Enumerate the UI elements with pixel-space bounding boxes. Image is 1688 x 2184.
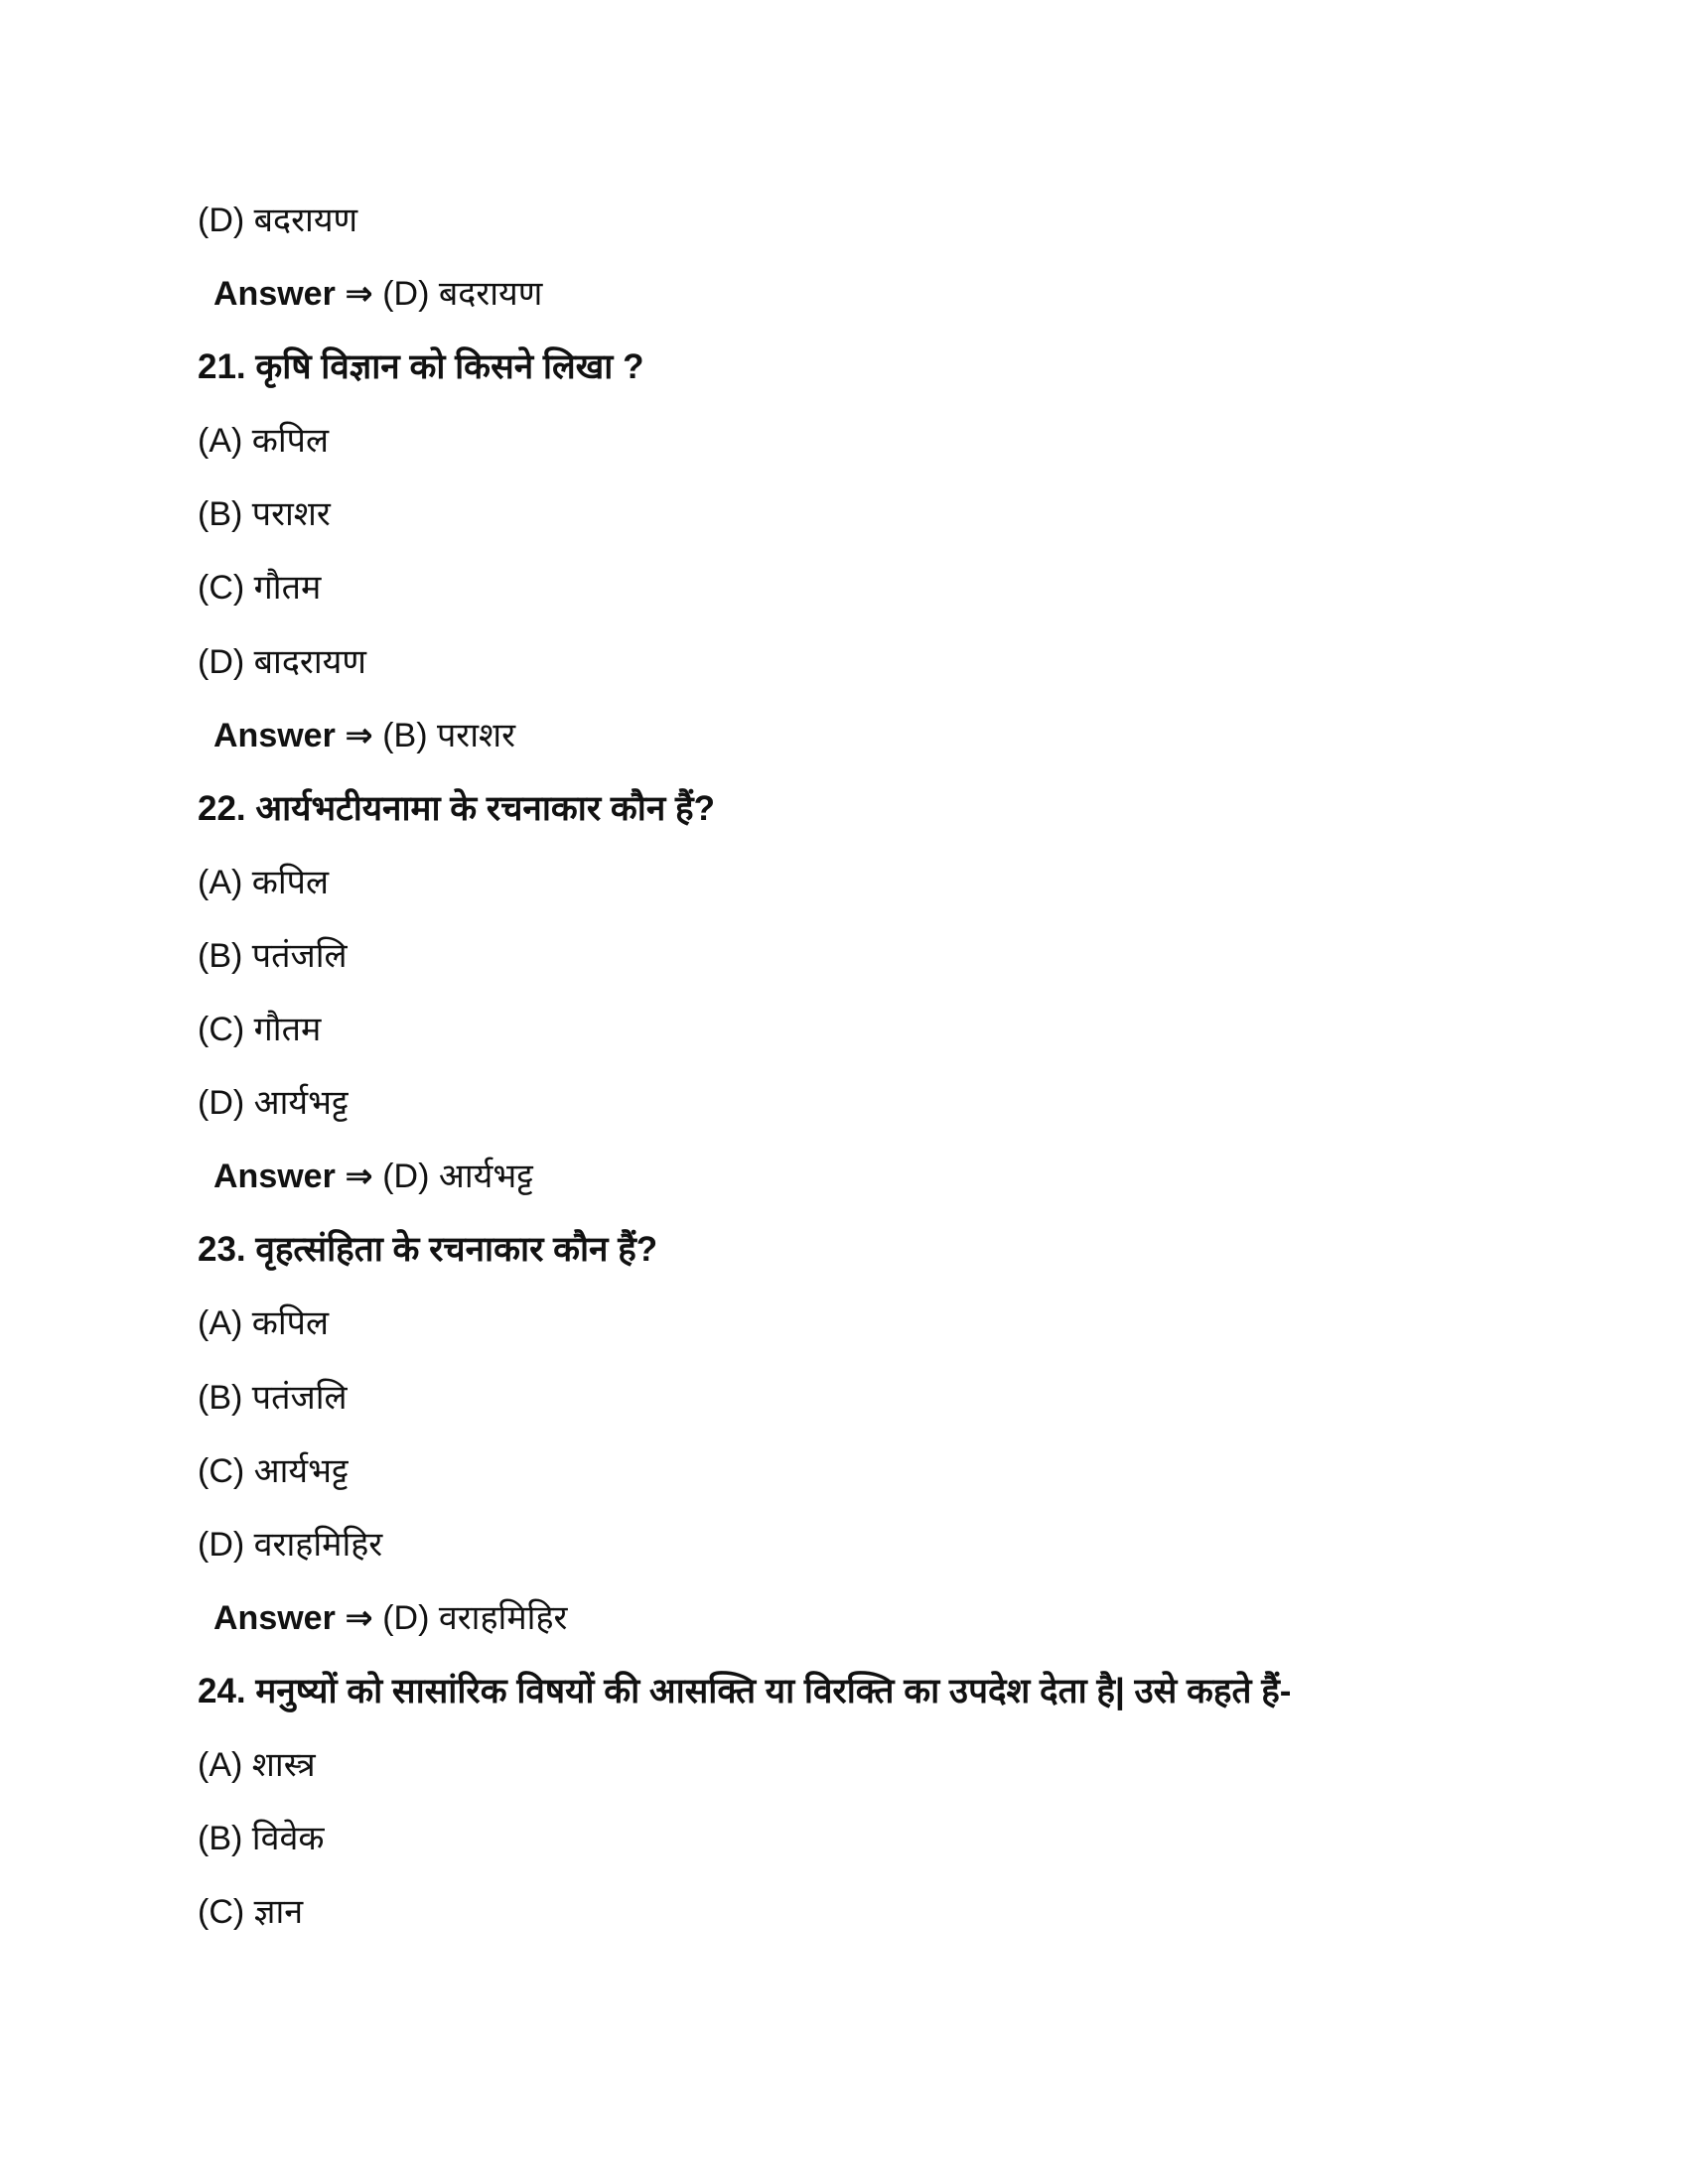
- question-title: 22. आर्यभटीयनामा के रचनाकार कौन हैं?: [198, 788, 715, 828]
- option-c: (C) ज्ञान: [198, 1893, 304, 1932]
- option-a: (A) कपिल: [198, 422, 330, 461]
- question-title: 21. कृषि विज्ञान को किसने लिखा ?: [198, 347, 644, 387]
- question-title: 23. वृहत्संहिता के रचनाकार कौन हैं?: [198, 1230, 658, 1270]
- option-c: (C) आर्यभट्ट: [198, 1451, 349, 1490]
- answer-value: (B) पराशर: [382, 716, 516, 754]
- quiz-page: [198, 189, 1588, 1954]
- option-a: (A) कपिल: [198, 1304, 330, 1343]
- answer-line: [198, 262, 1588, 336]
- option-c: (C) गौतम: [198, 1011, 322, 1049]
- option-b: (B) पराशर: [198, 495, 331, 534]
- option-d: (D) आर्यभट्ट: [198, 1084, 349, 1123]
- option-d: (D) वराहमिहिर: [198, 1525, 383, 1564]
- answer-value: (D) वराहमिहिर: [382, 1598, 568, 1637]
- answer-line: [198, 704, 1588, 777]
- answer-value: (D) बदरायण: [382, 275, 543, 314]
- answer-value: (D) आर्यभट्ट: [382, 1158, 533, 1196]
- answer-line: [198, 1145, 1588, 1218]
- answer-line: [198, 1586, 1588, 1660]
- answer-label: Answer ⇒: [213, 1598, 373, 1637]
- option-a: (A) शास्त्र: [198, 1745, 316, 1784]
- answer-label: Answer ⇒: [213, 1158, 373, 1196]
- option-b: (B) पतंजलि: [198, 1378, 348, 1417]
- question-title: 24. मनुष्यों को सासांरिक विषयों की आसक्ति या विरक्ति का उपदेश देता है| उसे कहते हैं-: [198, 1671, 1292, 1710]
- answer-label: Answer ⇒: [213, 716, 373, 754]
- answer-label: Answer ⇒: [213, 275, 373, 314]
- option-c: (C) गौतम: [198, 569, 322, 608]
- option-b: (B) पतंजलि: [198, 936, 348, 975]
- option-b: (B) विवेक: [198, 1820, 325, 1858]
- option-d: (D) बादरायण: [198, 642, 366, 681]
- option-d: (D) बदरायण: [198, 202, 358, 239]
- option-a: (A) कपिल: [198, 863, 330, 901]
